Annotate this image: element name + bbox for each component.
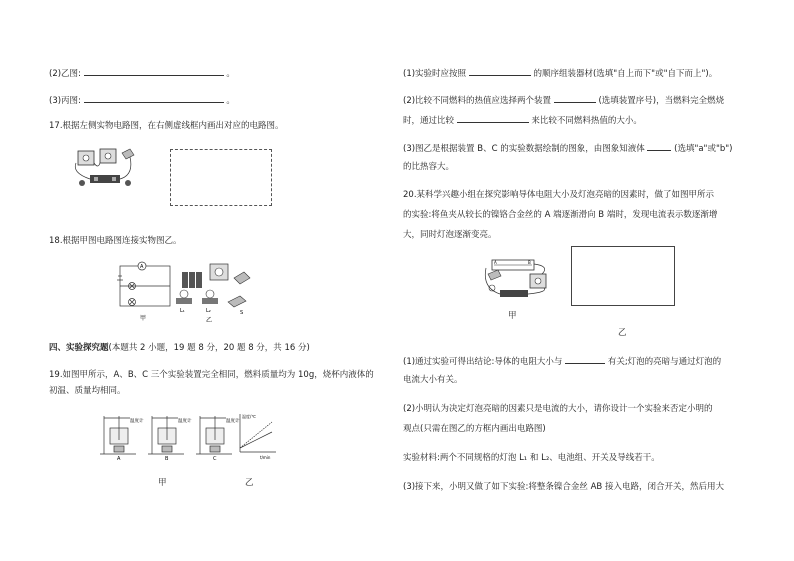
q20-line2: 的实验:将鱼夹从较长的镍铬合金丝的 A 端逐渐滑向 B 端时，发现电流表示数逐渐增	[403, 210, 718, 220]
q16-2-blank[interactable]	[84, 66, 224, 76]
q19-2-prefix: (2)比较不同燃料的热值应选择两个装置	[403, 96, 552, 106]
q19-1-suffix: 的顺序组装器材(选填"自上而下"或"自下而上")。	[533, 69, 718, 79]
q20-B-end-label: B	[528, 260, 531, 265]
q19-1-blank[interactable]	[469, 66, 531, 76]
q20-materials: 实验材料:两个不同规格的灯泡 L₁ 和 L₂、电池组、开关及导线若干。	[403, 453, 660, 463]
q19-1-prefix: (1)实验时应按照	[403, 69, 467, 79]
q19-2-line1	[403, 93, 724, 107]
q20-1-blank[interactable]	[565, 354, 605, 364]
q20-2-line1: (2)小明认为决定灯泡亮暗的因素只是电流的大小，请你设计一个实验来否定小明的	[403, 404, 713, 414]
q20-A-end-label: A	[494, 260, 497, 265]
q20-line3: 大，同时灯泡逐渐变亮。	[403, 230, 497, 240]
q18-ammeter-label: A	[140, 264, 144, 270]
q18-label-yi: 乙	[206, 317, 213, 324]
q20-1-line2: 电流大小有关。	[403, 375, 463, 385]
q19-graph-y-label: 温度/℃	[242, 414, 256, 419]
q18-text: 18.根据甲图电路图连接实物图乙。	[49, 236, 182, 246]
q19-3-blank[interactable]	[647, 141, 671, 151]
q20-line1: 20.某科学兴趣小组在探究影响导体电阻大小及灯泡亮暗的因素时，做了如图甲所示	[403, 190, 715, 200]
q20-label-yi: 乙	[618, 328, 627, 338]
q16-3-label: (3)丙图:	[49, 96, 81, 106]
q18-L2-label: L₂	[206, 308, 211, 314]
q16-2-line	[49, 66, 235, 80]
q20-3-line1: (3)接下来，小明又做了如下实验:将整条镍合金丝 AB 接入电路，闭合开关，然后用大	[403, 482, 724, 492]
q19-3-line1	[403, 141, 733, 155]
q19-2-blank1[interactable]	[554, 93, 596, 103]
section-4-detail: (本题共 2 小题，19 题 8 分，20 题 8 分，共 16 分)	[108, 343, 310, 353]
q19-2-blank2[interactable]	[457, 113, 529, 123]
q19-3-suffix: (选填"a"或"b")	[674, 144, 733, 154]
q17-circuit-photo	[72, 143, 138, 193]
q16-3-blank[interactable]	[84, 93, 224, 103]
q20-1-prefix: (1)通过实验可得出结论:导体的电阻大小与	[403, 357, 563, 367]
q19-2-line2	[403, 113, 642, 127]
section-4-title: 四、实验探究题	[49, 343, 109, 353]
q19-thermo-label-a: 温度计	[130, 419, 144, 424]
q18-figures	[110, 258, 270, 326]
q19-2-suffix: 来比较不同燃料热值的大小。	[531, 116, 642, 126]
q18-circuit-diagram	[117, 262, 170, 306]
q19-2-mid: (选填装置序号)，当燃料完全燃烧	[598, 96, 725, 106]
q19-label-yi: 乙	[245, 478, 254, 488]
q18-label-jia: 甲	[140, 315, 147, 322]
q19-3-line2: 的比热容大。	[403, 162, 455, 172]
q16-3-line	[49, 93, 235, 107]
q19-graph-x-label: t/min	[260, 455, 271, 460]
q19-B-label: B	[165, 456, 169, 460]
q17-text: 17.根据左侧实物电路图，在右侧虚线框内画出对应的电路图。	[49, 121, 284, 131]
q19-thermo-label-c: 温度计	[226, 419, 240, 424]
q20-label-jia: 甲	[508, 311, 517, 321]
q19-A-label: A	[117, 456, 121, 460]
q19-2-prefix2: 时，通过比较	[403, 116, 455, 126]
q18-L1-label: L₁	[180, 308, 185, 314]
q19-3-prefix: (3)图乙是根据装置 B、C 的实验数据绘制的图象，由图象知液体	[403, 144, 645, 154]
q20-1-line1	[403, 354, 721, 368]
q17-answer-box[interactable]	[170, 149, 272, 206]
q19-label-jia: 甲	[158, 478, 167, 488]
q19-thermo-label-b: 温度计	[178, 419, 192, 424]
q19-C-label: C	[213, 456, 217, 460]
section-4-heading	[49, 342, 310, 354]
q18-S-label: S	[240, 310, 244, 316]
q16-3-end: 。	[226, 96, 235, 106]
q19-line2: 初温、质量均相同。	[49, 386, 126, 396]
q20-circuit-photo	[482, 258, 556, 308]
q18-components	[176, 264, 250, 307]
q20-answer-box[interactable]	[571, 246, 675, 306]
q19-1-line	[403, 66, 717, 80]
q16-2-end: 。	[226, 69, 235, 79]
q20-2-line2: 观点(只需在图乙的方框内画出电路图)	[403, 424, 546, 434]
q16-2-label: (2)乙图:	[49, 69, 81, 79]
q19-apparatus-figure	[100, 412, 280, 460]
q20-1-suffix: 有关;灯泡的亮暗与通过灯泡的	[607, 357, 722, 367]
q19-line1: 19.如图甲所示，A、B、C 三个实验装置完全相同，燃料质量均为 10g，烧杯内液体的	[49, 370, 374, 380]
